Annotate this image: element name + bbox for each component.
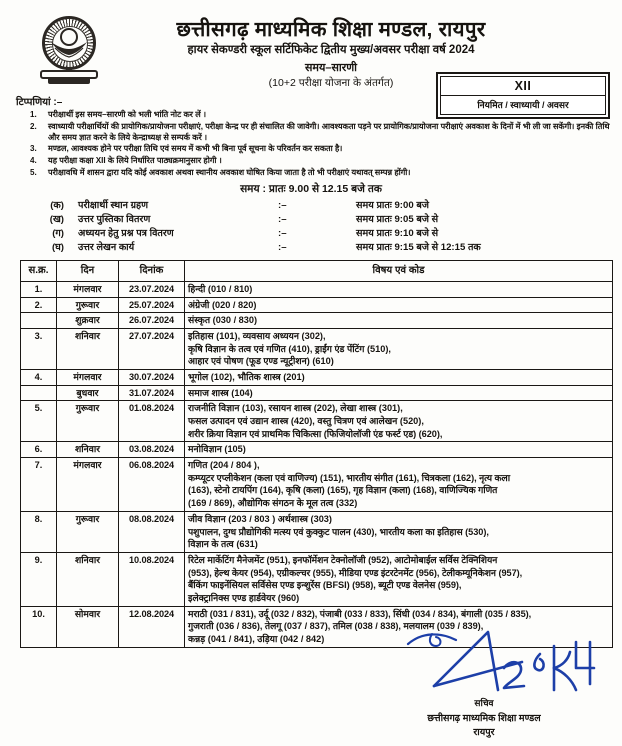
cell-subjects [185, 458, 613, 512]
cell-serial: 7. [21, 458, 57, 512]
table-row [21, 511, 613, 552]
cell-date: 06.08.2024 [119, 458, 185, 512]
table-row [21, 297, 613, 313]
schedule-label: उत्तर लेखन कार्य [78, 242, 135, 254]
subject-line: कन्नड़ (041 / 841), उड़िया (042 / 842) [188, 634, 325, 644]
exam-time-heading: समय : प्रातः 9.00 से 12.15 बजे तक [240, 183, 382, 196]
table-row [21, 369, 613, 385]
cell-subjects [185, 385, 613, 401]
emblem-wings-icon [49, 40, 89, 58]
subject-line: फसल उत्पादन एवं उद्यान शास्त्र (420), वस्तु चित्रण एवं आलेखन (520), [188, 416, 424, 426]
board-title: छत्तीसगढ़ माध्यमिक शिक्षा मण्डल, रायपुर [176, 18, 486, 41]
subject-line: समाज शास्त्र (104) [188, 387, 253, 398]
signature-flourish-icon [406, 628, 466, 650]
subject-line: आहार एवं पोषण (फूड एण्ड न्यूट्रीशन) (610) [188, 356, 334, 367]
cell-serial: 5. [21, 401, 57, 442]
schedule-separator: :– [278, 214, 287, 226]
cell-day: गुरूवार [57, 511, 119, 552]
cell-date: 25.07.2024 [119, 297, 185, 313]
subject-line: रिटेल मार्केटिंग मैनेजमेंट (951), इनफॉर्मेशन टेक्नोलॉजी (952), आटोमोबाईल सर्विस टेक्निशियन [188, 554, 498, 565]
schedule-time: समय प्रातः 9:05 बजे से [356, 214, 439, 226]
col-header-serial: स.क्र. [21, 261, 57, 282]
signatory-org: छत्तीसगढ़ माध्यमिक शिक्षा मण्डल [427, 713, 541, 724]
schedule-label: अध्ययन हेतु प्रश्न पत्र वितरण [78, 228, 174, 240]
cell-subjects [185, 313, 613, 329]
cell-date: 23.07.2024 [119, 281, 185, 297]
class-badge-box [436, 72, 610, 119]
timetable-label: समय–सारणी [304, 62, 358, 75]
schedule-time: समय प्रातः 9:10 बजे से [356, 228, 439, 240]
table-row [21, 281, 613, 297]
schedule-marker: (क) [50, 200, 64, 212]
schedule-marker: (घ) [51, 242, 64, 254]
subject-line: शरीर क्रिया विज्ञान एवं प्राथमिक चिकित्सा (फिजियोलॉजी एंड फर्स्ट एड) (620), [188, 428, 443, 439]
note-text: स्वाध्यायी परीक्षार्थियों की प्रायोगिक/प्रायोजना परीक्षाएं, परीक्षा केन्द्र पर ही संचालित की जावेगी। आवश्यकता पड़ने पर प्रायोगिक/प्रायोजना परीक्षाएं अवकाश के दिनों में भी ली जा सकेंगी। इनकी तिथि और समय ज्ञात करने के लिये केन्द्राध्यक्ष से सम्पर्क करें । [48, 122, 610, 142]
cell-date: 31.07.2024 [119, 385, 185, 401]
note-number: 2. [30, 122, 37, 132]
signatory-city: रायपुर [473, 727, 495, 738]
cell-day: सोमवार [57, 606, 119, 647]
scheme-label: (10+2 परीक्षा योजना के अंतर्गत) [268, 77, 394, 90]
note-number: 3. [30, 144, 37, 154]
schedule-separator: :– [278, 200, 287, 212]
schedule-time: समय प्रातः 9:00 बजे [356, 200, 429, 212]
schedule-label: परीक्षार्थी स्थान ग्रहण [78, 200, 149, 212]
note-text: परीक्षार्थी इस समय–सारणी को भली भांति नोट कर लें । [48, 110, 207, 120]
table-row [21, 385, 613, 401]
cell-day: गुरूवार [57, 401, 119, 442]
subject-line: बैंकिंग फाइनेंसियल सर्विसेस एण्ड इन्शुरेंस (BFSI) (958), ब्यूटी एण्ड वेलनेस (959), [188, 580, 462, 591]
table-row [21, 328, 613, 369]
cell-day: मंगलवार [57, 458, 119, 512]
schedule-label: उत्तर पुस्तिका वितरण [78, 214, 151, 226]
subject-line: संस्कृत (030 / 830) [188, 315, 258, 326]
table-row [21, 313, 613, 329]
subject-line: मनोविज्ञान (105) [188, 444, 246, 455]
subject-line: गुजराती (036 / 836), तेलगू (037 / 837), तमिल (038 / 838), मलयालम (039 / 839), [188, 621, 484, 632]
note-item [14, 156, 610, 167]
cell-date: 30.07.2024 [119, 369, 185, 385]
cell-day: मंगलवार [57, 369, 119, 385]
cgbse-emblem-icon [36, 14, 102, 92]
cell-date: 03.08.2024 [119, 442, 185, 458]
subject-line: कृषि विज्ञान के तत्व एवं गणित (410), ड्राईंग एंड पेंटिंग (510), [188, 343, 391, 354]
class-label: XII [441, 77, 605, 96]
schedule-row [0, 199, 622, 213]
cell-serial: 1. [21, 281, 57, 297]
note-item [14, 168, 610, 179]
col-header-day: दिन [57, 261, 119, 282]
subject-line: इतिहास (101), व्यवसाय अध्ययन (302), [188, 330, 326, 341]
handwritten-signature [364, 640, 604, 702]
col-header-date: दिनांक [119, 261, 185, 282]
subject-line: (953), हेल्थ केयर (954), एग्रीकल्चर (955), मीडिया एण्ड इंटरटेनमेंट (956), टेलीकम्यूनिकेशन (957), [188, 567, 523, 578]
note-item [14, 122, 610, 143]
cell-serial [21, 313, 57, 329]
cell-date: 08.08.2024 [119, 511, 185, 552]
cell-subjects [185, 297, 613, 313]
cell-day: शनिवार [57, 442, 119, 458]
exam-timetable [20, 260, 613, 648]
notes-title: टिप्पणियां :– [16, 97, 63, 109]
table-header-row [21, 261, 613, 282]
cell-serial: 2. [21, 297, 57, 313]
note-number: 1. [30, 110, 37, 120]
cell-subjects [185, 552, 613, 606]
schedule-row [0, 241, 622, 255]
cell-subjects [185, 369, 613, 385]
schedule-row [0, 227, 622, 241]
subject-line: भूगोल (102), भौतिक शास्त्र (201) [188, 371, 305, 382]
subject-line: (169 / 869), औद्योगिक संगठन के मूल तत्व (332) [188, 498, 358, 509]
cell-serial: 6. [21, 442, 57, 458]
subject-line: जीव विज्ञान (203 / 803 ) अर्थशास्त्र (303) [188, 513, 332, 524]
schedule-marker: (ख) [49, 214, 64, 226]
subject-line: (163), स्टेनो टायपिंग (164), कृषि (कला) (165), गृह विज्ञान (कला) (168), वाणिज्यिक गणित [188, 485, 498, 496]
exam-name: हायर सेकण्डरी स्कूल सर्टिफिकेट द्वितीय मुख्य/अवसर परीक्षा वर्ष 2024 [187, 43, 475, 56]
cell-subjects [185, 401, 613, 442]
subject-line: विज्ञान के तत्व (631) [188, 539, 258, 550]
subject-line: अंग्रेजी (020 / 820) [188, 299, 257, 310]
cell-day: बुधवार [57, 385, 119, 401]
schedule-row [0, 213, 622, 227]
cell-day: शुक्रवार [57, 313, 119, 329]
cell-day: गुरूवार [57, 297, 119, 313]
cell-date: 26.07.2024 [119, 313, 185, 329]
cell-subjects [185, 281, 613, 297]
cell-subjects [185, 328, 613, 369]
cell-serial: 8. [21, 511, 57, 552]
signatory-designation: सचिव [474, 698, 494, 708]
class-category-label: नियमित / स्वाध्यायी / अवसर [477, 100, 569, 110]
subject-line: हिन्दी (010 / 810) [188, 283, 253, 294]
cell-serial: 4. [21, 369, 57, 385]
schedule-time: समय प्रातः 9:15 बजे से 12:15 तक [356, 242, 481, 254]
note-text: परीक्षावधि में शासन द्वारा यदि कोई अवकाश अथवा स्थानीय अवकाश घोषित किया जाता है तो भी परीक्षाएं यथावत् सम्पन्न होंगी। [48, 167, 411, 177]
cell-date: 10.08.2024 [119, 552, 185, 606]
subject-line: इलेक्ट्रानिक्स एण्ड हार्डवेयर (960) [188, 592, 300, 603]
note-number: 4. [30, 156, 37, 166]
cell-date: 12.08.2024 [119, 606, 185, 647]
note-number: 5. [30, 167, 37, 177]
table-row [21, 401, 613, 442]
note-text: मण्डल, आवश्यक होने पर परीक्षा तिथि एवं समय में कभी भी बिना पूर्व सूचना के परिवर्तन कर सकता है। [48, 144, 343, 154]
signature-block [364, 640, 604, 738]
cell-day: मंगलवार [57, 281, 119, 297]
cell-date: 01.08.2024 [119, 401, 185, 442]
note-item [14, 144, 610, 155]
cell-subjects [185, 511, 613, 552]
subject-line: राजनीति विज्ञान (103), रसायन शास्त्र (202), लेखा शास्त्र (301), [188, 403, 403, 414]
schedule-separator: :– [278, 228, 287, 240]
cell-subjects [185, 442, 613, 458]
subject-line: मराठी (031 / 831), उर्दू (032 / 832), पंजाबी (033 / 833), सिंधी (034 / 834), बंगाली (035 / 835), [188, 608, 532, 619]
cell-day: शनिवार [57, 328, 119, 369]
cell-date: 27.07.2024 [119, 328, 185, 369]
note-text: यह परीक्षा कक्षा XII के लिये निर्धारित पाठ्यक्रमानुसार होगी । [48, 156, 222, 166]
table-row [21, 458, 613, 512]
cell-serial: 10. [21, 606, 57, 647]
cell-serial [21, 385, 57, 401]
schedule-separator: :– [278, 242, 287, 254]
exam-day-schedule [0, 199, 622, 255]
schedule-marker: (ग) [52, 228, 64, 240]
table-row [21, 552, 613, 606]
col-header-subject: विषय एवं कोड [185, 261, 613, 282]
table-row [21, 442, 613, 458]
cell-day: शनिवार [57, 552, 119, 606]
subject-line: पशुपालन, दुग्ध प्रौद्योगिकी मत्स्य एवं कुक्कुट पालन (430), भारतीय कला का इतिहास (530), [188, 526, 489, 537]
cell-serial: 3. [21, 328, 57, 369]
subject-line: गणित (204 / 804 ), [188, 460, 260, 471]
cell-serial: 9. [21, 552, 57, 606]
subject-line: कम्प्यूटर एप्लीकेशन (कला एवं वाणिज्य) (151), भारतीय संगीत (161), चित्रकला (162), नृत्य कला [188, 472, 511, 483]
